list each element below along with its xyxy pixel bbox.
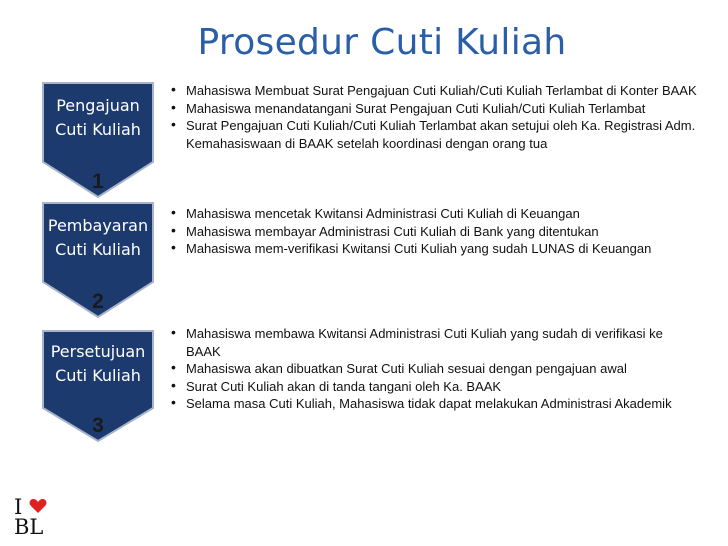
bullet-item: • Mahasiswa Membuat Surat Pengajuan Cuti Kuliah/Cuti Kuliah Terlambat di Konter BAAK [168,82,726,100]
step-number: 3 [92,414,104,437]
step-chevron-2 [42,202,154,318]
step-bullets-3 [168,325,698,413]
bullet-item: • Mahasiswa menandatangani Surat Pengajuan Cuti Kuliah/Cuti Kuliah Terlambat [168,100,726,118]
step-label: Pembayaran Cuti Kuliah [47,216,149,259]
step-number: 1 [92,170,104,193]
bullet-item: • Selama masa Cuti Kuliah, Mahasiswa tidak dapat melakukan Administrasi Akademik [168,395,698,413]
bullet-item: • Surat Pengajuan Cuti Kuliah/Cuti Kuliah Terlambat akan setujui oleh Ka. Registrasi Adm. Kemahasiswaan di BAAK setelah koordinasi dengan orang tua [168,117,726,152]
step-chevron-1 [42,82,154,198]
bullet-item: • Mahasiswa membayar Administrasi Cuti Kuliah di Bank yang ditentukan [168,223,668,241]
step-bullets-2 [168,205,668,258]
step-label: Persetujuan Cuti Kuliah [50,342,146,385]
step-bullets-1 [168,82,726,152]
logo-bottom-letters: BL [14,515,44,539]
heart-icon [29,498,47,514]
bullet-item: • Mahasiswa mem-verifikasi Kwitansi Cuti Kuliah yang sudah LUNAS di Keuangan [168,240,668,258]
step-number: 2 [92,290,104,313]
logo [14,496,54,540]
step-label: Pengajuan Cuti Kuliah [55,96,141,139]
logo-top-letter: I [14,495,23,519]
bullet-item: • Surat Cuti Kuliah akan di tanda tangani oleh Ka. BAAK [168,378,698,396]
bullet-item: • Mahasiswa mencetak Kwitansi Administrasi Cuti Kuliah di Keuangan [168,205,668,223]
page-title: Prosedur Cuti Kuliah [197,22,567,63]
step-chevron-3 [42,330,154,442]
bullet-item: • Mahasiswa akan dibuatkan Surat Cuti Kuliah sesuai dengan pengajuan awal [168,360,698,378]
bullet-item: • Mahasiswa membawa Kwitansi Administrasi Cuti Kuliah yang sudah di verifikasi ke BAAK [168,325,698,360]
